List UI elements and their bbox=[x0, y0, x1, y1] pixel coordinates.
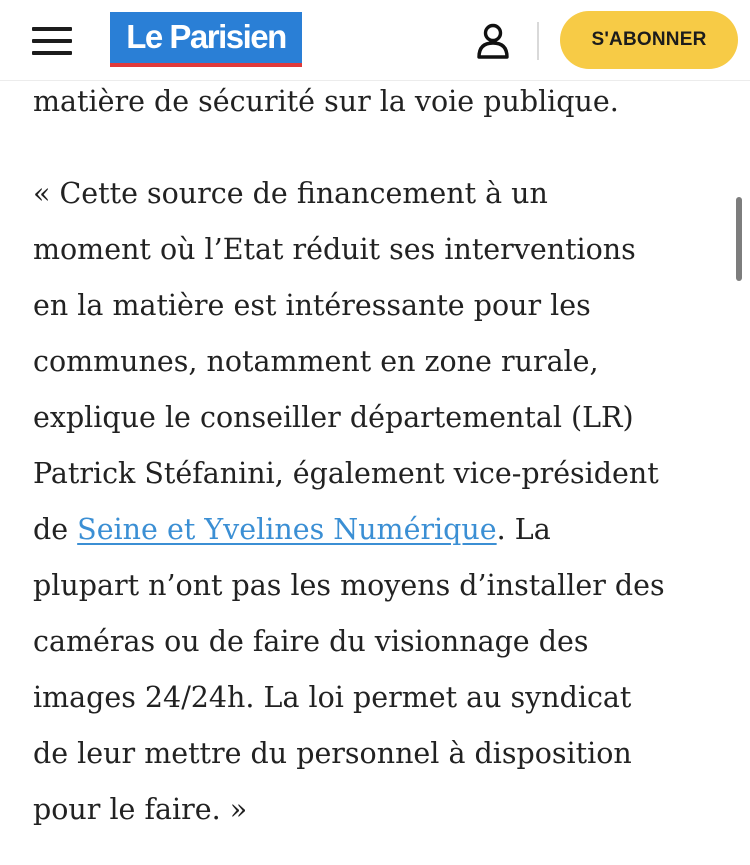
subscribe-button[interactable]: S'ABONNER bbox=[560, 11, 738, 69]
site-header bbox=[0, 0, 750, 81]
hamburger-menu-icon[interactable] bbox=[32, 25, 72, 57]
link-line-prefix: de bbox=[33, 513, 78, 546]
seine-et-yvelines-numerique-link[interactable]: Seine et Yvelines Numérique bbox=[77, 513, 497, 546]
paragraph-line: plupart n’ont pas les moyens d’installer des bbox=[33, 569, 665, 602]
paragraph-line: Patrick Stéfanini, également vice-président bbox=[33, 457, 659, 490]
paragraph-line: communes, notamment en zone rurale, bbox=[33, 345, 599, 378]
paragraph-line: images 24/24h. La loi permet au syndicat bbox=[33, 681, 632, 714]
link-line-suffix: . La bbox=[496, 513, 551, 546]
paragraph-line: pour le faire. » bbox=[33, 793, 248, 826]
quote-paragraph bbox=[33, 166, 743, 838]
logo-underline bbox=[110, 63, 302, 67]
user-account-icon[interactable] bbox=[475, 22, 511, 60]
paragraph-line: explique le conseiller départemental (LR) bbox=[33, 401, 634, 434]
brand-logo[interactable] bbox=[110, 12, 302, 67]
brand-logo-text: Le Parisien bbox=[126, 18, 286, 55]
paragraph-line: caméras ou de faire du visionnage des bbox=[33, 625, 589, 658]
paragraph-line: « Cette source de financement à un bbox=[33, 177, 548, 210]
paragraph-line-with-link bbox=[33, 502, 743, 558]
scrollbar-thumb[interactable] bbox=[736, 197, 742, 281]
paragraph-line: en la matière est intéressante pour les bbox=[33, 289, 591, 322]
paragraph-line: moment où l’Etat réduit ses interventions bbox=[33, 233, 636, 266]
header-divider bbox=[537, 22, 539, 60]
paragraph-line: de leur mettre du personnel à disposition bbox=[33, 737, 632, 770]
previous-paragraph-tail: matière de sécurité sur la voie publique. bbox=[33, 85, 619, 118]
